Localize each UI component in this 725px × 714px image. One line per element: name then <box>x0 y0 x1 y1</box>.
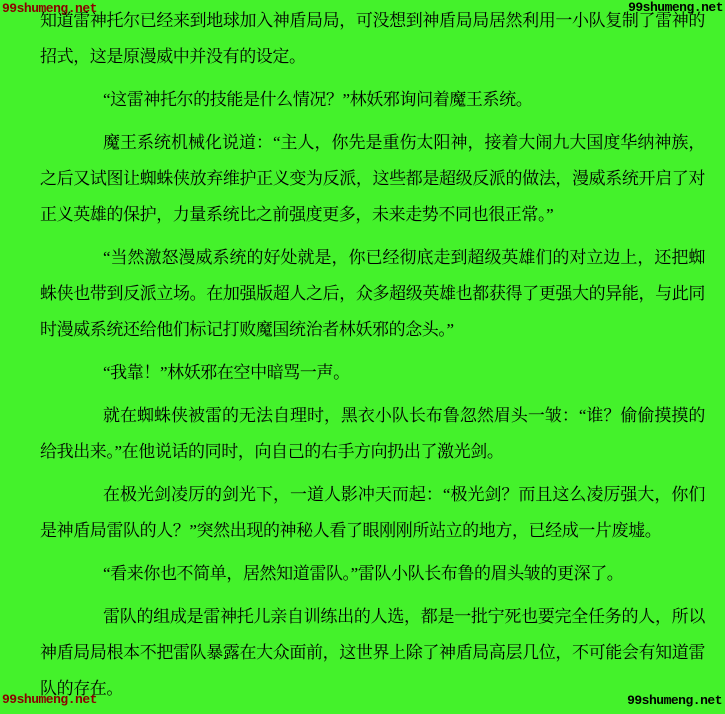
novel-paragraph: “看来你也不简单，居然知道雷队。”雷队小队长布鲁的眉头皱的更深了。 <box>103 564 624 583</box>
novel-paragraph: 魔王系统机械化说道：“主人，你先是重伤太阳神，接着大闹九大国度华纳神族，之后又试图让蜘蛛侠放弃维护正义变为反派，这些都是超级反派的做法，漫威系统开启了对正义英雄的保护，力量系统比之前强度更多，未来走势不同也很正常。” <box>40 133 705 224</box>
novel-paragraph: “当然激怒漫威系统的好处就是，你已经彻底走到超级英雄们的对立边上，还把蜘蛛侠也带到反派立场。在加强版超人之后，众多超级英雄也都获得了更强大的异能，与此同时漫威系统还给他们标记打败魔国统治者林妖邪的念头。” <box>40 248 705 339</box>
novel-paragraph: 就在蜘蛛侠被雷的无法自理时，黑衣小队长布鲁忽然眉头一皱：“谁？偷偷摸摸的给我出来。”在他说话的同时，向自己的右手方向扔出了激光剑。 <box>40 406 705 461</box>
novel-text <box>40 3 705 714</box>
novel-paragraph: “我靠！”林妖邪在空中暗骂一声。 <box>103 363 350 382</box>
watermark-bottom-right: 99shumeng.net <box>627 693 722 708</box>
novel-paragraph: “这雷神托尔的技能是什么情况？”林妖邪询问着魔王系统。 <box>103 90 533 109</box>
watermark-top-left: 99shumeng.net <box>2 1 97 16</box>
watermark-bottom-left: 99shumeng.net <box>2 692 97 707</box>
watermark-top-right: 99shumeng.net <box>628 0 723 15</box>
novel-paragraph: 知道雷神托尔已经来到地球加入神盾局局，可没想到神盾局局居然利用一小队复制了雷神的招式，这是原漫威中并没有的设定。 <box>40 11 705 66</box>
novel-paragraph: 雷队的组成是雷神托儿亲自训练出的人选，都是一批宁死也要完全任务的人，所以神盾局局根本不把雷队暴露在大众面前，这世界上除了神盾局高层几位，不可能会有知道雷队的存在。 <box>40 607 705 698</box>
novel-paragraph: 在极光剑凌厉的剑光下，一道人影冲天而起：“极光剑？而且这么凌厉强大，你们是神盾局雷队的人？”突然出现的神秘人看了眼刚刚所站立的地方，已经成一片废墟。 <box>40 485 705 540</box>
